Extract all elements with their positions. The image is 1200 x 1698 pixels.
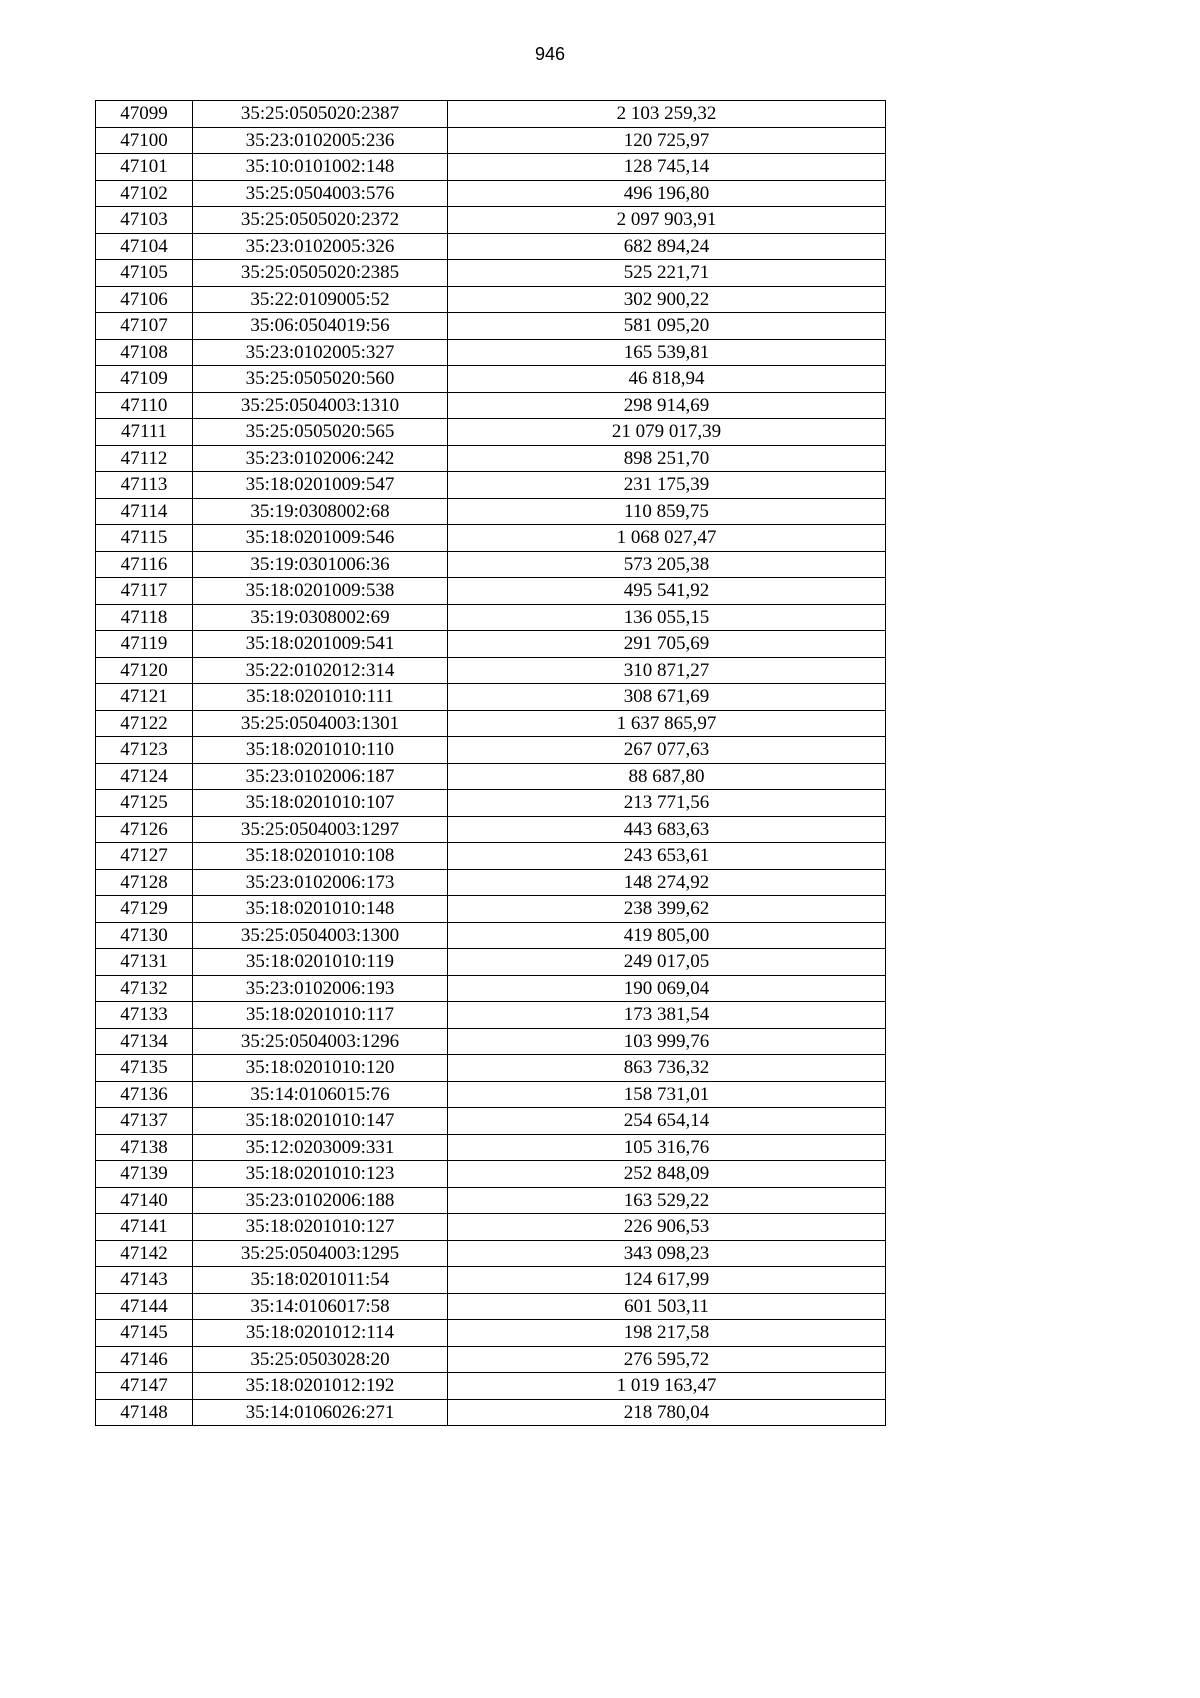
cadastral-number-cell: 35:18:0201012:114	[193, 1320, 448, 1347]
table-row	[96, 657, 886, 684]
cadastral-value-cell: 163 529,22	[448, 1187, 886, 1214]
cadastral-number-cell: 35:25:0504003:1296	[193, 1028, 448, 1055]
table-row	[96, 233, 886, 260]
table-row	[96, 737, 886, 764]
cadastral-value-cell: 226 906,53	[448, 1214, 886, 1241]
table-row	[96, 631, 886, 658]
table-row	[96, 763, 886, 790]
page-number: 946	[534, 44, 566, 64]
cadastral-value-cell: 158 731,01	[448, 1081, 886, 1108]
cadastral-number-cell: 35:22:0102012:314	[193, 657, 448, 684]
table-row	[96, 1373, 886, 1400]
row-number-cell: 47132	[96, 975, 193, 1002]
cadastral-value-cell: 1 019 163,47	[448, 1373, 886, 1400]
cadastral-value-cell: 573 205,38	[448, 551, 886, 578]
row-number-cell: 47126	[96, 816, 193, 843]
table-row	[96, 180, 886, 207]
cadastral-value-cell: 190 069,04	[448, 975, 886, 1002]
cadastral-number-cell: 35:14:0106017:58	[193, 1293, 448, 1320]
cadastral-value-cell: 165 539,81	[448, 339, 886, 366]
table-row	[96, 392, 886, 419]
table-row	[96, 684, 886, 711]
row-number-cell: 47148	[96, 1399, 193, 1426]
row-number-cell: 47110	[96, 392, 193, 419]
row-number-cell: 47105	[96, 260, 193, 287]
row-number-cell: 47103	[96, 207, 193, 234]
table-row	[96, 419, 886, 446]
table-row	[96, 472, 886, 499]
cadastral-value-cell: 21 079 017,39	[448, 419, 886, 446]
table-row	[96, 101, 886, 128]
cadastral-value-cell: 302 900,22	[448, 286, 886, 313]
cadastral-value-cell: 173 381,54	[448, 1002, 886, 1029]
cadastral-number-cell: 35:18:0201010:147	[193, 1108, 448, 1135]
cadastral-number-cell: 35:22:0109005:52	[193, 286, 448, 313]
table-row	[96, 710, 886, 737]
cadastral-number-cell: 35:23:0102006:173	[193, 869, 448, 896]
table-row	[96, 313, 886, 340]
cadastral-value-cell: 343 098,23	[448, 1240, 886, 1267]
row-number-cell: 47100	[96, 127, 193, 154]
cadastral-value-cell: 1 068 027,47	[448, 525, 886, 552]
cadastral-number-cell: 35:25:0505020:565	[193, 419, 448, 446]
table-row	[96, 260, 886, 287]
cadastral-number-cell: 35:18:0201010:123	[193, 1161, 448, 1188]
table-row	[96, 1161, 886, 1188]
cadastral-number-cell: 35:12:0203009:331	[193, 1134, 448, 1161]
cadastral-value-cell: 581 095,20	[448, 313, 886, 340]
cadastral-value-cell: 88 687,80	[448, 763, 886, 790]
table-row	[96, 286, 886, 313]
row-number-cell: 47102	[96, 180, 193, 207]
table-row	[96, 445, 886, 472]
cadastral-value-cell: 682 894,24	[448, 233, 886, 260]
table-row	[96, 578, 886, 605]
cadastral-number-cell: 35:23:0102006:242	[193, 445, 448, 472]
cadastral-number-cell: 35:18:0201009:547	[193, 472, 448, 499]
row-number-cell: 47131	[96, 949, 193, 976]
cadastral-value-cell: 298 914,69	[448, 392, 886, 419]
row-number-cell: 47112	[96, 445, 193, 472]
cadastral-number-cell: 35:23:0102005:326	[193, 233, 448, 260]
cadastral-value-cell: 291 705,69	[448, 631, 886, 658]
row-number-cell: 47134	[96, 1028, 193, 1055]
table-row	[96, 1214, 886, 1241]
table-row	[96, 1134, 886, 1161]
row-number-cell: 47113	[96, 472, 193, 499]
table-row	[96, 896, 886, 923]
cadastral-value-cell: 443 683,63	[448, 816, 886, 843]
cadastral-value-cell: 148 274,92	[448, 869, 886, 896]
table-row	[96, 1002, 886, 1029]
cadastral-value-cell: 128 745,14	[448, 154, 886, 181]
cadastral-number-cell: 35:25:0504003:1301	[193, 710, 448, 737]
table-row	[96, 339, 886, 366]
cadastral-number-cell: 35:25:0504003:576	[193, 180, 448, 207]
row-number-cell: 47127	[96, 843, 193, 870]
row-number-cell: 47137	[96, 1108, 193, 1135]
cadastral-number-cell: 35:18:0201009:538	[193, 578, 448, 605]
table-row	[96, 604, 886, 631]
cadastral-number-cell: 35:19:0308002:68	[193, 498, 448, 525]
cadastral-value-table	[95, 100, 886, 1426]
cadastral-value-cell: 136 055,15	[448, 604, 886, 631]
cadastral-number-cell: 35:23:0102006:193	[193, 975, 448, 1002]
row-number-cell: 47136	[96, 1081, 193, 1108]
cadastral-number-cell: 35:18:0201012:192	[193, 1373, 448, 1400]
cadastral-number-cell: 35:25:0505020:2385	[193, 260, 448, 287]
table-row	[96, 843, 886, 870]
cadastral-number-cell: 35:10:0101002:148	[193, 154, 448, 181]
row-number-cell: 47143	[96, 1267, 193, 1294]
row-number-cell: 47124	[96, 763, 193, 790]
cadastral-value-cell: 495 541,92	[448, 578, 886, 605]
cadastral-value-cell: 276 595,72	[448, 1346, 886, 1373]
cadastral-value-cell: 238 399,62	[448, 896, 886, 923]
cadastral-number-cell: 35:19:0301006:36	[193, 551, 448, 578]
table-row	[96, 551, 886, 578]
cadastral-value-cell: 267 077,63	[448, 737, 886, 764]
table-row	[96, 1028, 886, 1055]
row-number-cell: 47139	[96, 1161, 193, 1188]
cadastral-value-cell: 2 103 259,32	[448, 101, 886, 128]
cadastral-value-cell: 124 617,99	[448, 1267, 886, 1294]
cadastral-number-cell: 35:19:0308002:69	[193, 604, 448, 631]
cadastral-value-cell: 213 771,56	[448, 790, 886, 817]
cadastral-number-cell: 35:14:0106015:76	[193, 1081, 448, 1108]
cadastral-value-cell: 1 637 865,97	[448, 710, 886, 737]
row-number-cell: 47133	[96, 1002, 193, 1029]
cadastral-value-cell: 863 736,32	[448, 1055, 886, 1082]
table-row	[96, 127, 886, 154]
table-row	[96, 1346, 886, 1373]
row-number-cell: 47099	[96, 101, 193, 128]
table-row	[96, 366, 886, 393]
table-row	[96, 1320, 886, 1347]
cadastral-value-cell: 198 217,58	[448, 1320, 886, 1347]
cadastral-number-cell: 35:25:0504003:1297	[193, 816, 448, 843]
cadastral-value-cell: 252 848,09	[448, 1161, 886, 1188]
cadastral-value-cell: 103 999,76	[448, 1028, 886, 1055]
cadastral-number-cell: 35:18:0201009:546	[193, 525, 448, 552]
cadastral-value-cell: 601 503,11	[448, 1293, 886, 1320]
table-row	[96, 816, 886, 843]
table-row	[96, 525, 886, 552]
table-row	[96, 1081, 886, 1108]
cadastral-value-cell: 310 871,27	[448, 657, 886, 684]
row-number-cell: 47146	[96, 1346, 193, 1373]
table-row	[96, 1399, 886, 1426]
row-number-cell: 47125	[96, 790, 193, 817]
cadastral-number-cell: 35:23:0102006:187	[193, 763, 448, 790]
cadastral-value-cell: 308 671,69	[448, 684, 886, 711]
cadastral-number-cell: 35:23:0102006:188	[193, 1187, 448, 1214]
cadastral-number-cell: 35:25:0503028:20	[193, 1346, 448, 1373]
cadastral-value-cell: 525 221,71	[448, 260, 886, 287]
cadastral-number-cell: 35:06:0504019:56	[193, 313, 448, 340]
cadastral-number-cell: 35:18:0201010:108	[193, 843, 448, 870]
table-row	[96, 1055, 886, 1082]
cadastral-number-cell: 35:18:0201010:119	[193, 949, 448, 976]
table-row	[96, 1267, 886, 1294]
row-number-cell: 47142	[96, 1240, 193, 1267]
row-number-cell: 47141	[96, 1214, 193, 1241]
cadastral-value-cell: 46 818,94	[448, 366, 886, 393]
row-number-cell: 47145	[96, 1320, 193, 1347]
table-row	[96, 1293, 886, 1320]
row-number-cell: 47123	[96, 737, 193, 764]
cadastral-number-cell: 35:18:0201010:111	[193, 684, 448, 711]
cadastral-value-cell: 254 654,14	[448, 1108, 886, 1135]
table-row	[96, 949, 886, 976]
cadastral-value-cell: 249 017,05	[448, 949, 886, 976]
cadastral-number-cell: 35:14:0106026:271	[193, 1399, 448, 1426]
cadastral-number-cell: 35:18:0201010:148	[193, 896, 448, 923]
cadastral-number-cell: 35:18:0201010:110	[193, 737, 448, 764]
cadastral-number-cell: 35:25:0504003:1310	[193, 392, 448, 419]
cadastral-value-cell: 218 780,04	[448, 1399, 886, 1426]
cadastral-number-cell: 35:25:0504003:1300	[193, 922, 448, 949]
row-number-cell: 47114	[96, 498, 193, 525]
cadastral-number-cell: 35:25:0504003:1295	[193, 1240, 448, 1267]
table-row	[96, 922, 886, 949]
row-number-cell: 47122	[96, 710, 193, 737]
row-number-cell: 47144	[96, 1293, 193, 1320]
cadastral-number-cell: 35:25:0505020:2372	[193, 207, 448, 234]
cadastral-value-cell: 898 251,70	[448, 445, 886, 472]
row-number-cell: 47106	[96, 286, 193, 313]
cadastral-number-cell: 35:18:0201010:107	[193, 790, 448, 817]
row-number-cell: 47121	[96, 684, 193, 711]
row-number-cell: 47111	[96, 419, 193, 446]
table-row	[96, 1108, 886, 1135]
table-row	[96, 498, 886, 525]
row-number-cell: 47109	[96, 366, 193, 393]
cadastral-value-cell: 231 175,39	[448, 472, 886, 499]
cadastral-value-cell: 2 097 903,91	[448, 207, 886, 234]
row-number-cell: 47108	[96, 339, 193, 366]
row-number-cell: 47138	[96, 1134, 193, 1161]
cadastral-value-cell: 243 653,61	[448, 843, 886, 870]
row-number-cell: 47115	[96, 525, 193, 552]
row-number-cell: 47118	[96, 604, 193, 631]
cadastral-number-cell: 35:18:0201009:541	[193, 631, 448, 658]
cadastral-number-cell: 35:23:0102005:327	[193, 339, 448, 366]
row-number-cell: 47101	[96, 154, 193, 181]
cadastral-number-cell: 35:18:0201010:127	[193, 1214, 448, 1241]
table-body	[96, 101, 886, 1426]
table-row	[96, 1240, 886, 1267]
row-number-cell: 47135	[96, 1055, 193, 1082]
row-number-cell: 47128	[96, 869, 193, 896]
row-number-cell: 47116	[96, 551, 193, 578]
row-number-cell: 47129	[96, 896, 193, 923]
row-number-cell: 47130	[96, 922, 193, 949]
row-number-cell: 47119	[96, 631, 193, 658]
table-row	[96, 207, 886, 234]
row-number-cell: 47140	[96, 1187, 193, 1214]
table-row	[96, 1187, 886, 1214]
row-number-cell: 47117	[96, 578, 193, 605]
row-number-cell: 47107	[96, 313, 193, 340]
cadastral-number-cell: 35:18:0201010:120	[193, 1055, 448, 1082]
row-number-cell: 47147	[96, 1373, 193, 1400]
cadastral-number-cell: 35:23:0102005:236	[193, 127, 448, 154]
cadastral-value-cell: 419 805,00	[448, 922, 886, 949]
cadastral-value-cell: 110 859,75	[448, 498, 886, 525]
cadastral-number-cell: 35:25:0505020:560	[193, 366, 448, 393]
table-row	[96, 154, 886, 181]
cadastral-value-cell: 496 196,80	[448, 180, 886, 207]
cadastral-value-cell: 105 316,76	[448, 1134, 886, 1161]
cadastral-number-cell: 35:25:0505020:2387	[193, 101, 448, 128]
table-row	[96, 869, 886, 896]
cadastral-number-cell: 35:18:0201011:54	[193, 1267, 448, 1294]
table-row	[96, 790, 886, 817]
row-number-cell: 47120	[96, 657, 193, 684]
cadastral-value-cell: 120 725,97	[448, 127, 886, 154]
row-number-cell: 47104	[96, 233, 193, 260]
cadastral-number-cell: 35:18:0201010:117	[193, 1002, 448, 1029]
table-row	[96, 975, 886, 1002]
